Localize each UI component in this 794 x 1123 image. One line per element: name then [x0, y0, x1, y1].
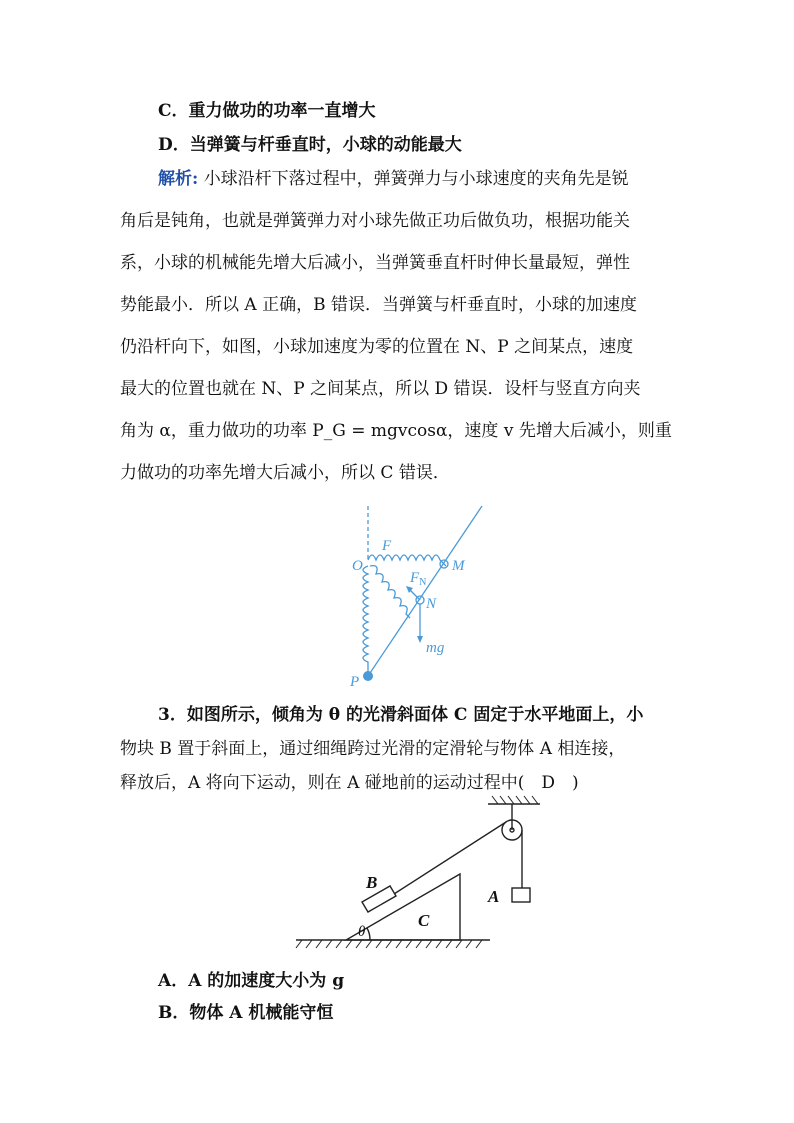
analysis-text-1: 小球沿杆下落过程中，弹簧弹力与小球速度的夹角先是锐: [203, 169, 629, 189]
option-a: A．A 的加速度大小为 g: [158, 971, 345, 991]
analysis-line-4: 势能最小．所以 A 正确，B 错误．当弹簧与杆垂直时，小球的加速度: [120, 295, 637, 315]
ceiling-hatch: [492, 796, 538, 804]
rope-incline: [394, 822, 506, 894]
rod: [368, 506, 482, 676]
theta-arc: [367, 928, 370, 940]
spring-horizontal: [368, 555, 446, 566]
analysis-line-7: 角为 α，重力做功的功率 P_G = mgvcosα，速度 v 先增大后减小，则重: [120, 421, 672, 441]
spring-rod-figure: [340, 500, 490, 690]
analysis-line-6: 最大的位置也就在 N、P 之间某点，所以 D 错误．设杆与竖直方向夹: [120, 379, 641, 399]
spring-vertical: [363, 566, 368, 672]
mg-arrowhead: [417, 636, 423, 643]
option-d: D．当弹簧与杆垂直时，小球的动能最大: [158, 135, 462, 155]
label-m: M: [452, 558, 465, 574]
question3-line-1: 3．如图所示，倾角为 θ 的光滑斜面体 C 固定于水平地面上，小: [158, 705, 644, 725]
analysis-line-1: [158, 164, 629, 189]
label-b: B: [366, 873, 378, 892]
label-c: C: [418, 911, 430, 930]
analysis-line-3: 系，小球的机械能先增大后减小，当弹簧垂直杆时伸长量最短，弹性: [120, 253, 630, 273]
question3-line-3: 释放后，A 将向下运动，则在 A 碰地前的运动过程中( D ): [120, 773, 579, 793]
analysis-line-2: 角后是钝角，也就是弹簧弹力对小球先做正功后做负功，根据功能关: [120, 211, 630, 231]
label-theta: θ: [358, 924, 366, 940]
label-f: F: [382, 538, 392, 554]
option-b: B．物体 A 机械能守恒: [158, 1003, 334, 1023]
label-n: N: [426, 596, 437, 612]
question3-line-2: 物块 B 置于斜面上，通过细绳跨过光滑的定滑轮与物体 A 相连接，: [120, 739, 626, 759]
block-a: [512, 888, 530, 902]
ball-p: [363, 671, 373, 681]
label-o: O: [352, 558, 363, 574]
label-fn: $F_N$: [410, 570, 427, 588]
label-mg: mg: [426, 640, 445, 656]
analysis-line-5: 仍沿杆向下，如图，小球加速度为零的位置在 N、P 之间某点，速度: [120, 337, 634, 357]
option-c: C．重力做功的功率一直增大: [158, 101, 376, 121]
spring-diagonal: [370, 566, 410, 618]
analysis-label: 解析:: [158, 169, 199, 189]
analysis-line-8: 力做功的功率先增大后减小，所以 C 错误．: [120, 463, 450, 483]
label-p: P: [350, 674, 360, 690]
label-a: A: [488, 887, 500, 906]
ground-hatch: [296, 940, 482, 948]
incline-pulley-figure: [290, 794, 550, 954]
